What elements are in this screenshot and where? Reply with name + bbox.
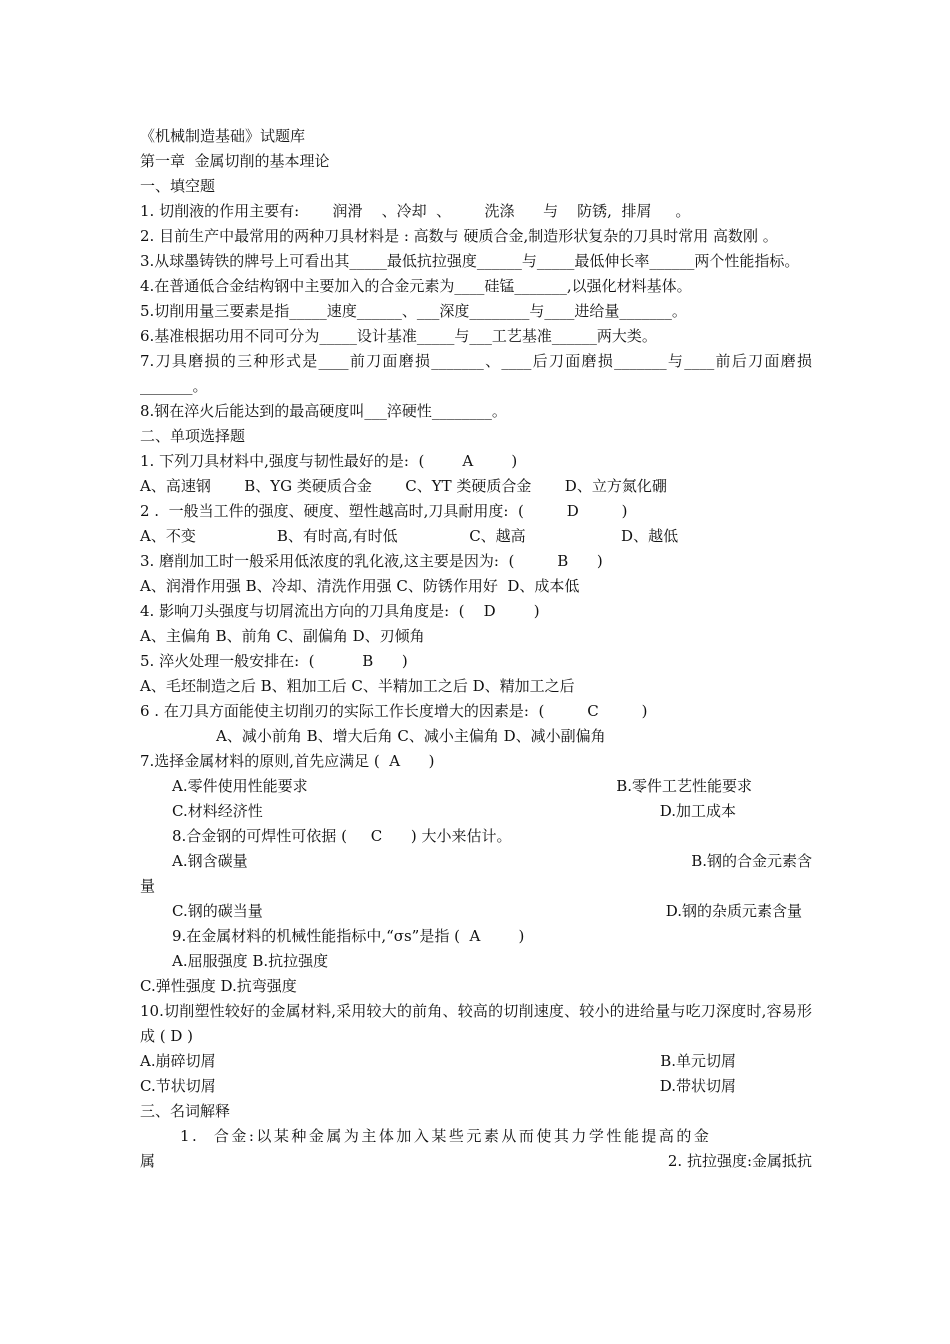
choice-question-10: 10.切削塑性较好的金属材料,采用较大的前角、较高的切削速度、较小的进给量与吃刀深度时,容易形成 ( D ) (140, 1002, 812, 1045)
choice-question-2: 2 . 一般当工件的强度、硬度、塑性越高时,刀具耐用度: ( D ) (140, 502, 628, 520)
choice-options-5: A、毛坯制造之后 B、粗加工后 C、半精加工之后 D、精加工之后 (140, 677, 575, 695)
option-10a: A.崩碎切屑 (140, 1052, 216, 1070)
choice-options-4: A、主偏角 B、前角 C、副偏角 D、刃倾角 (140, 627, 425, 645)
choice-question-4: 4. 影响刀头强度与切屑流出方向的刀具角度是: ( D ) (140, 602, 540, 620)
choice-question-7: 7.选择金属材料的原则,首先应满足 ( A ) (140, 752, 435, 770)
term-1-end-row (140, 1149, 812, 1174)
choice-options-8-row1 (140, 849, 812, 874)
option-8b-continued: 量 (140, 877, 156, 895)
choice-question-8: 8.合金钢的可焊性可依据 ( C ) 大小来估计。 (172, 827, 512, 845)
section-terms-heading: 三、名词解释 (140, 1102, 231, 1120)
section-choice-heading: 二、单项选择题 (140, 427, 246, 445)
choice-options-7-row1 (140, 774, 812, 799)
choice-options-8-row2 (140, 899, 812, 924)
doc-title: 《机械制造基础》试题库 (140, 127, 306, 145)
choice-options-9-ab: A.屈服强度 B.抗拉强度 (172, 952, 329, 970)
choice-question-1: 1. 下列刀具材料中,强度与韧性最好的是: ( A ) (140, 452, 518, 470)
choice-options-3: A、润滑作用强 B、冷却、清洗作用强 C、防锈作用好 D、成本低 (140, 577, 580, 595)
choice-question-5: 5. 淬火处理一般安排在: ( B ) (140, 652, 408, 670)
fill-question-1: 1. 切削液的作用主要有: 润滑 、冷却 、 洗涤 与 防锈, 排屑 。 (140, 202, 691, 220)
choice-options-2: A、不变 B、有时高,有时低 C、越高 D、越低 (140, 527, 679, 545)
choice-options-9-cd: C.弹性强度 D.抗弯强度 (140, 977, 297, 995)
choice-options-10-row1 (140, 1049, 812, 1074)
choice-question-9: 9.在金属材料的机械性能指标中,“σs”是指 ( A ) (172, 927, 525, 945)
option-10d: D.带状切屑 (659, 1077, 736, 1095)
section-fill-heading: 一、填空题 (140, 177, 216, 195)
choice-question-6: 6 . 在刀具方面能使主切削刃的实际工作长度增大的因素是: ( C ) (140, 702, 648, 720)
choice-options-10-row2 (140, 1074, 812, 1099)
choice-options-1: A、高速钢 B、YG 类硬质合金 C、YT 类硬质合金 D、立方氮化硼 (140, 477, 667, 495)
option-7a: A.零件使用性能要求 (172, 777, 308, 795)
fill-question-4: 4.在普通低合金结构钢中主要加入的合金元素为____硅锰_______,以强化材料基体。 (140, 277, 692, 295)
term-1: 1. 合金:以某种金属为主体加入某些元素从而使其力学性能提高的金 (180, 1127, 712, 1145)
option-10b: B.单元切屑 (660, 1052, 736, 1070)
term-1-end: 属 (140, 1152, 156, 1170)
option-8d: D.钢的杂质元素含量 (665, 902, 802, 920)
option-8a: A.钢含碳量 (172, 852, 248, 870)
choice-question-3: 3. 磨削加工时一般采用低浓度的乳化液,这主要是因为: ( B ) (140, 552, 603, 570)
choice-options-7-row2 (140, 799, 812, 824)
option-8b: B.钢的合金元素含 (691, 852, 812, 870)
fill-question-3: 3.从球墨铸铁的牌号上可看出其_____最低抗拉强度______与_____最低伸长率______两个性能指标。 (140, 252, 800, 270)
chapter-heading: 第一章 金属切削的基本理论 (140, 152, 330, 170)
option-8c: C.钢的碳当量 (172, 902, 263, 920)
fill-question-6: 6.基准根据功用不同可分为_____设计基准_____与___工艺基准______两大类。 (140, 327, 657, 345)
fill-question-8: 8.钢在淬火后能达到的最高硬度叫___淬硬性________。 (140, 402, 507, 420)
fill-question-5: 5.切削用量三要素是指_____速度______、___深度________与____进给量_______。 (140, 302, 687, 320)
option-7b: B.零件工艺性能要求 (616, 777, 752, 795)
document-page (140, 124, 812, 1174)
choice-options-6: A、减小前角 B、增大后角 C、减小主偏角 D、减小副偏角 (216, 727, 606, 745)
term-2-start: 2. 抗拉强度:金属抵抗 (667, 1152, 812, 1170)
fill-question-7: 7.刀具磨损的三种形式是____前刀面磨损_______、____后刀面磨损_______与____前后刀面磨损_______。 (140, 352, 812, 395)
fill-question-2: 2. 目前生产中最常用的两种刀具材料是 : 高数与 硬质合金,制造形状复杂的刀具时常用 高数刚 。 (140, 227, 778, 245)
option-7c: C.材料经济性 (172, 802, 263, 820)
option-7d: D.加工成本 (659, 802, 736, 820)
option-10c: C.节状切屑 (140, 1077, 216, 1095)
